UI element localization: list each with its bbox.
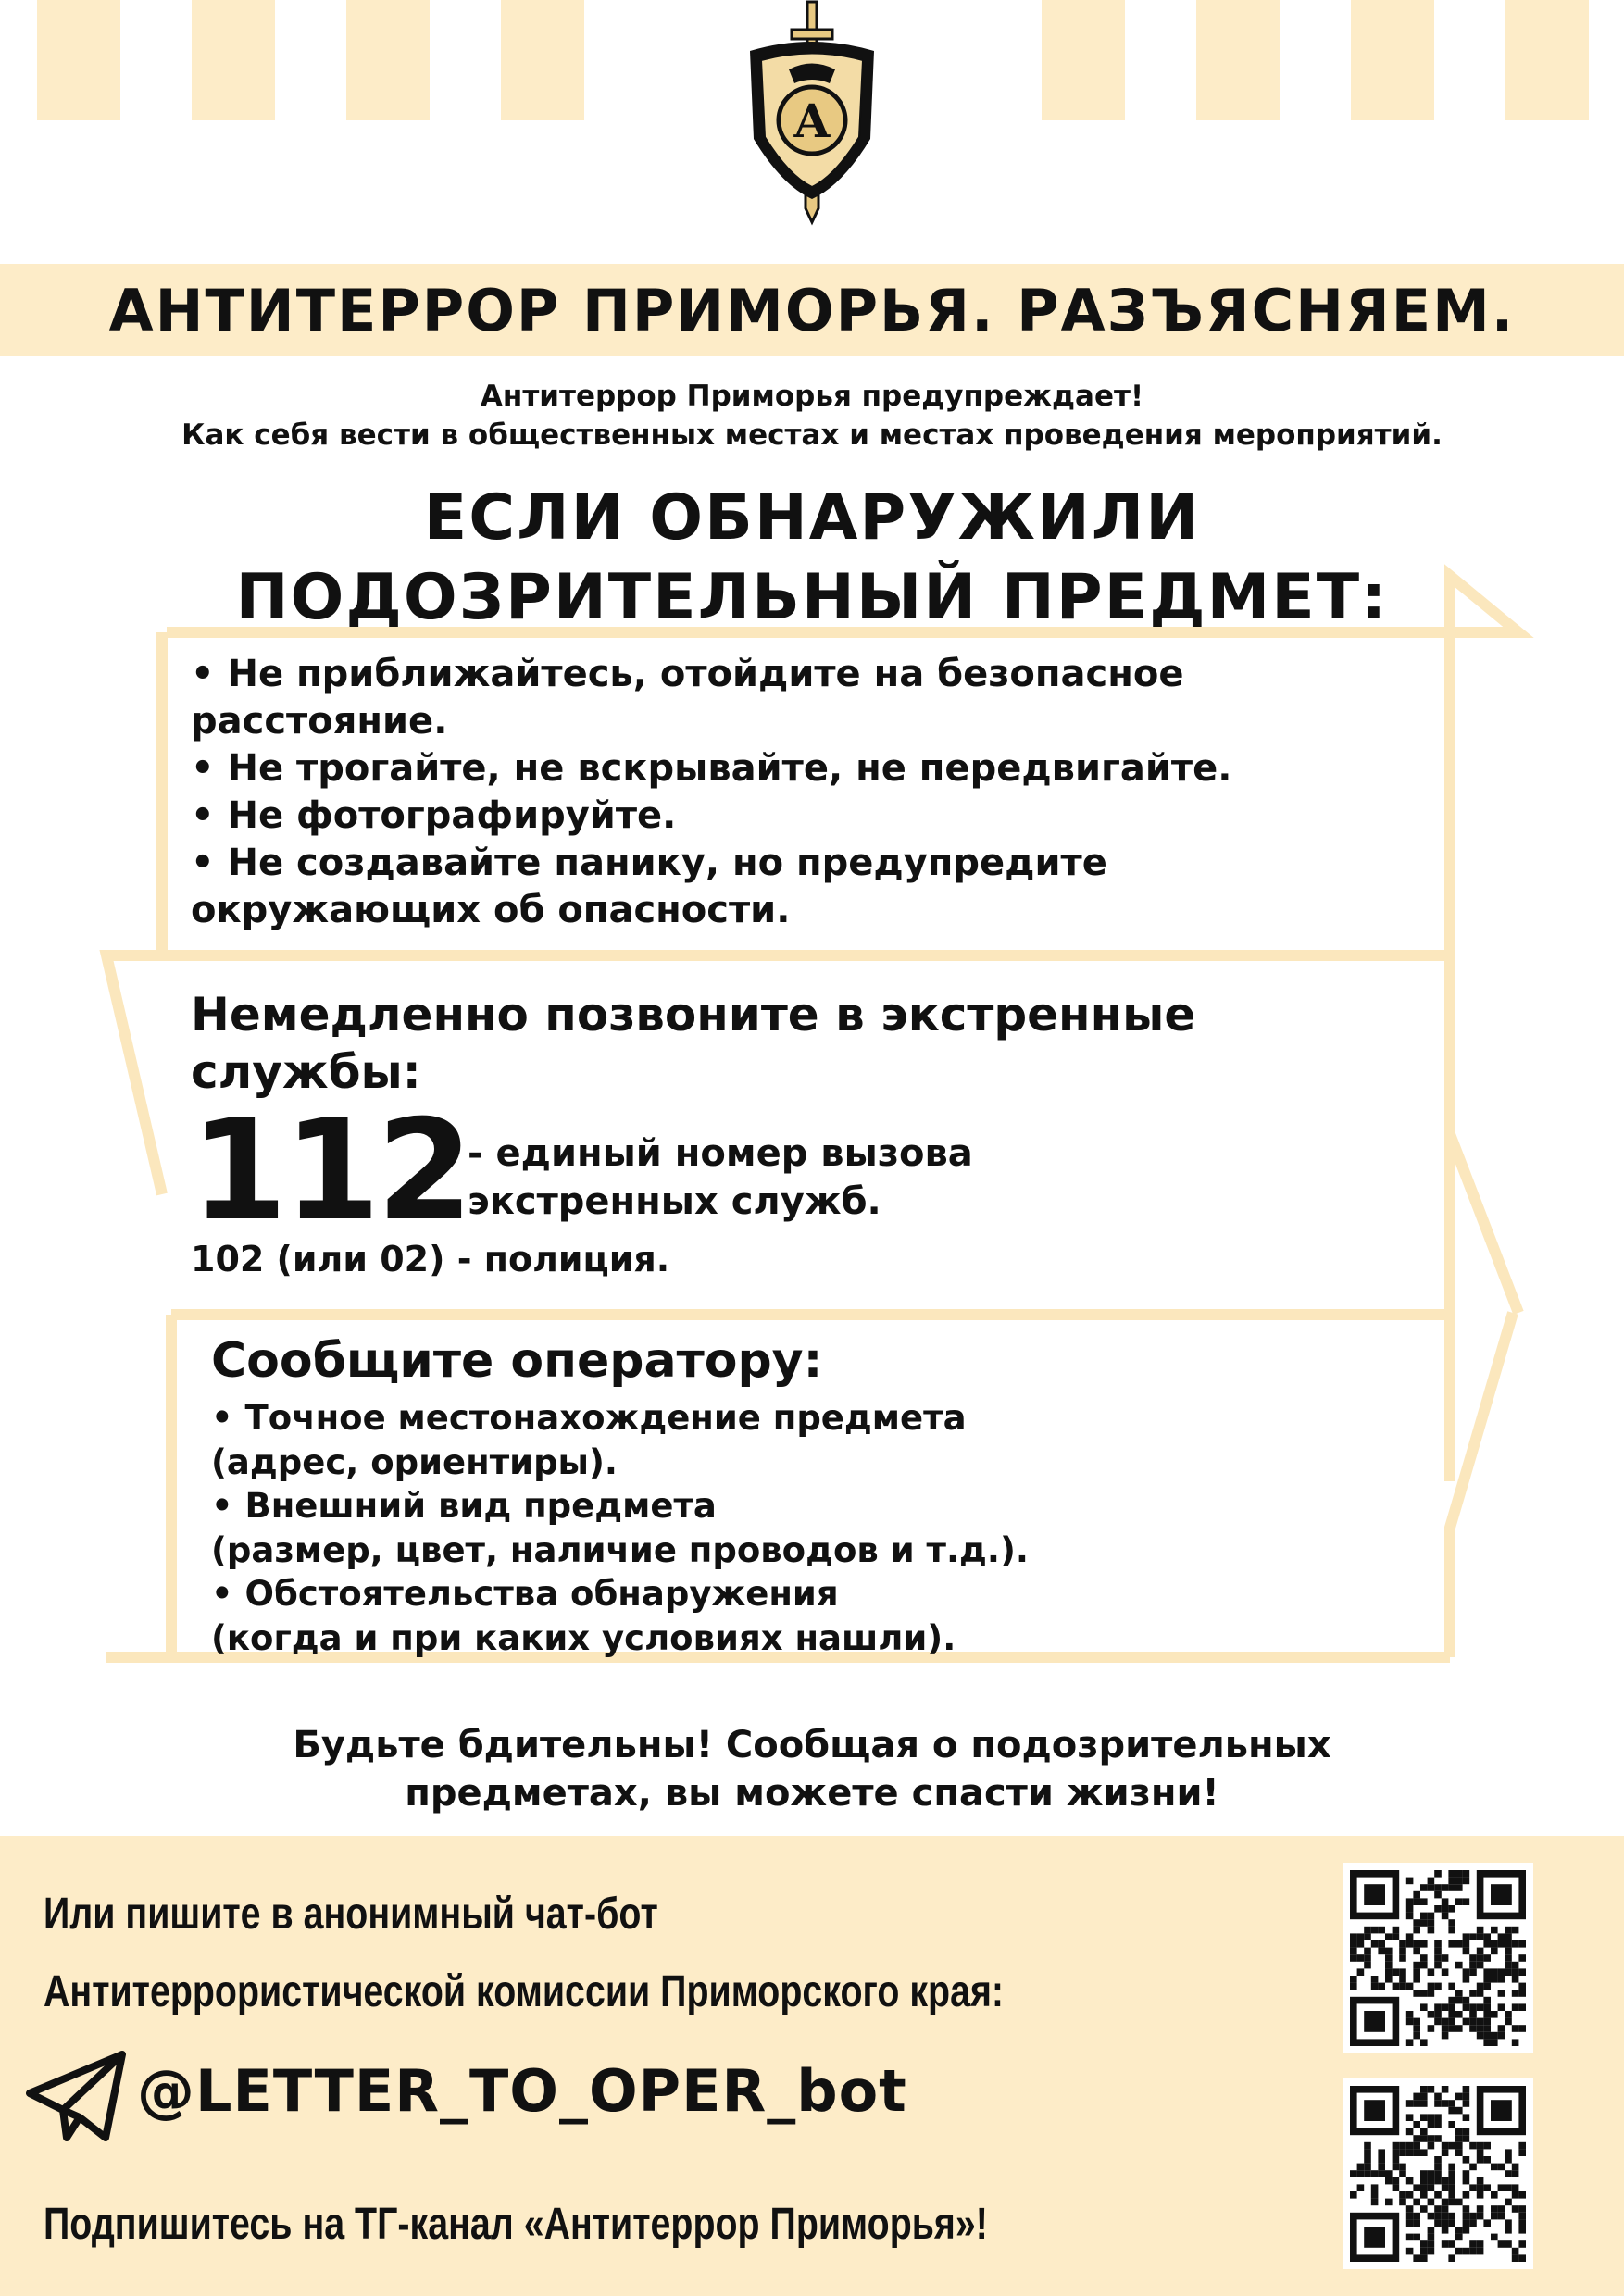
- number-desc-line2: экстренных служб.: [468, 1180, 881, 1223]
- emergency-number-description: [468, 1129, 973, 1226]
- list-item: (когда и при каких условиях нашли).: [211, 1617, 956, 1658]
- intro-subtitle: Как себя вести в общественных местах и местах проведения мероприятий.: [181, 418, 1443, 452]
- closing-line2: предметах, вы можете спасти жизни!: [405, 1772, 1219, 1815]
- list-item: • Обстоятельства обнаружения: [211, 1574, 839, 1614]
- channel-qr-code[interactable]: [1343, 2078, 1533, 2269]
- list-item: • Не создавайте панику, но предупредите: [191, 842, 1107, 884]
- bot-handle-link[interactable]: @LETTER_TO_OPER_bot: [137, 2057, 907, 2125]
- call-title-line1: Немедленно позвоните в экстренные: [191, 988, 1196, 1042]
- call-title-line2: службы:: [191, 1045, 421, 1099]
- top-stripe: [1042, 0, 1125, 120]
- call-services-title: [191, 986, 1394, 1101]
- list-item: окружающих об опасности.: [191, 889, 791, 931]
- section-heading-line2: ПОДОЗРИТЕЛЬНЫЙ ПРЕДМЕТ:: [235, 561, 1389, 634]
- main-banner: [0, 264, 1624, 356]
- top-stripe: [37, 0, 120, 120]
- chatbot-qr-code[interactable]: [1343, 1863, 1533, 2053]
- list-item: расстояние.: [191, 700, 448, 742]
- operator-title: Сообщите оператору:: [211, 1333, 823, 1389]
- section-heading-line1: ЕСЛИ ОБНАРУЖИЛИ: [423, 481, 1201, 555]
- list-item: • Внешний вид предмета: [211, 1486, 717, 1526]
- svg-text:А: А: [793, 94, 831, 148]
- list-item: (адрес, ориентиры).: [211, 1441, 618, 1482]
- closing-line1: Будьте бдительны! Сообщая о подозрительных: [293, 1724, 1331, 1766]
- operator-list: [211, 1396, 1415, 1660]
- list-item: • Не фотографируйте.: [191, 794, 677, 837]
- police-number: 102 (или 02) - полиция.: [191, 1239, 670, 1279]
- subscribe-text: Подпишитесь на ТГ-канал «Антитеррор Приморья»!: [44, 2200, 988, 2249]
- top-stripe: [1351, 0, 1434, 120]
- antiterror-emblem: [741, 0, 883, 243]
- top-stripe: [1196, 0, 1280, 120]
- top-stripe: [501, 0, 584, 120]
- emergency-number: 112: [191, 1091, 470, 1252]
- list-item: • Не трогайте, не вскрывайте, не передвигайте.: [191, 747, 1232, 790]
- list-item: (размер, цвет, наличие проводов и т.д.).: [211, 1529, 1029, 1570]
- top-stripe: [346, 0, 430, 120]
- intro-warning: Антитеррор Приморья предупреждает!: [480, 380, 1144, 413]
- rules-list: [191, 651, 1394, 934]
- top-stripe: [1505, 0, 1589, 120]
- banner-title: АНТИТЕРРОР ПРИМОРЬЯ. РАЗЪЯСНЯЕМ.: [108, 276, 1516, 344]
- chatbot-text-line1: Или пишите в анонимный чат-бот: [44, 1890, 658, 1939]
- chatbot-text-line2: Антитеррористической комиссии Приморского края:: [44, 1967, 1005, 2016]
- telegram-icon: [26, 2051, 126, 2143]
- list-item: • Не приближайтесь, отойдите на безопасное: [191, 653, 1184, 695]
- number-desc-line1: - единый номер вызова: [468, 1132, 973, 1175]
- top-stripe: [192, 0, 275, 120]
- list-item: • Точное местонахождение предмета: [211, 1398, 967, 1438]
